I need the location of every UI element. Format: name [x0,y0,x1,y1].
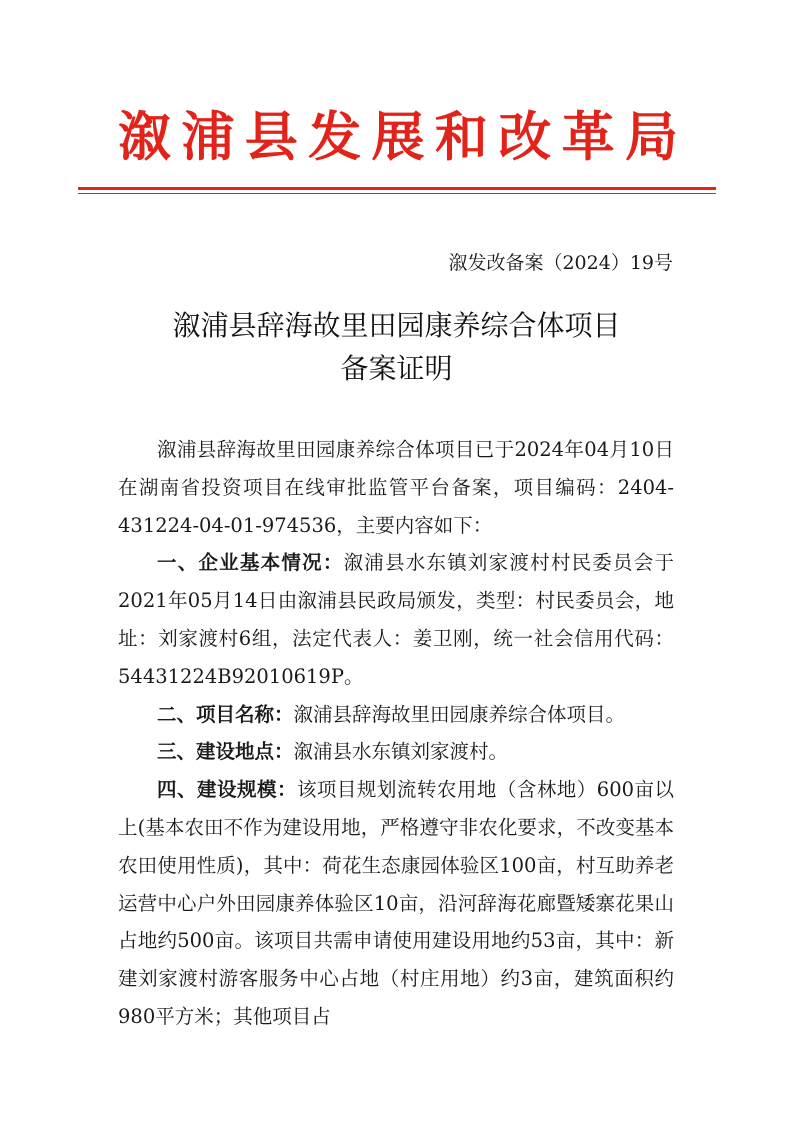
letterhead-rule-thick [78,187,716,190]
section-enterprise [118,544,674,695]
agency-letterhead: 溆浦县发展和改革局 [118,107,678,168]
section-label: 三、建设地点： [157,740,294,764]
section-scale [118,771,674,1036]
document-title-line2: 备案证明 [340,352,453,385]
section-text: 该项目规划流转农用地（含林地）600亩以上(基本农田不作为建设用地，严格遵守非农化要求，不改变基本农田使用性质)，其中：荷花生态康园体验区100亩，村互助养老运营中心户外田园康养体验区10亩，沿河辞海花廊暨矮寨花果山占地约500亩。该项目共需申请使用建设用地约53亩，其中：新建刘家渡村游客服务中心占地（村庄用地）约3亩，建筑面积约980平方米；其他项目占 [118,778,674,1028]
section-label: 四、建设规模： [157,778,297,802]
document-body [118,431,674,1036]
section-text: 溆浦县辞海故里田园康养综合体项目。 [293,702,626,726]
letterhead-rule-thin [78,193,716,194]
section-text: 溆浦县水东镇刘家渡村村民委员会于2021年05月14日由溆浦县民政局颁发，类型：村民委员会，地址：刘家渡村6组，法定代表人：姜卫刚，统一社会信用代码：54431224B92010619P。 [118,551,674,688]
section-location [118,733,674,771]
section-label: 二、项目名称： [157,702,294,726]
section-text: 溆浦县水东镇刘家渡村。 [293,740,509,764]
section-label: 一、企业基本情况： [157,551,344,575]
intro-paragraph: 溆浦县辞海故里田园康养综合体项目已于2024年04月10日在湖南省投资项目在线审批监管平台备案，项目编码：2404-431224-04-01-974536，主要内容如下： [118,438,674,537]
document-title-line1: 溆浦县辞海故里田园康养综合体项目 [172,309,621,342]
document-number: 溆发改备案（2024）19号 [448,252,673,274]
section-project-name [118,696,674,734]
